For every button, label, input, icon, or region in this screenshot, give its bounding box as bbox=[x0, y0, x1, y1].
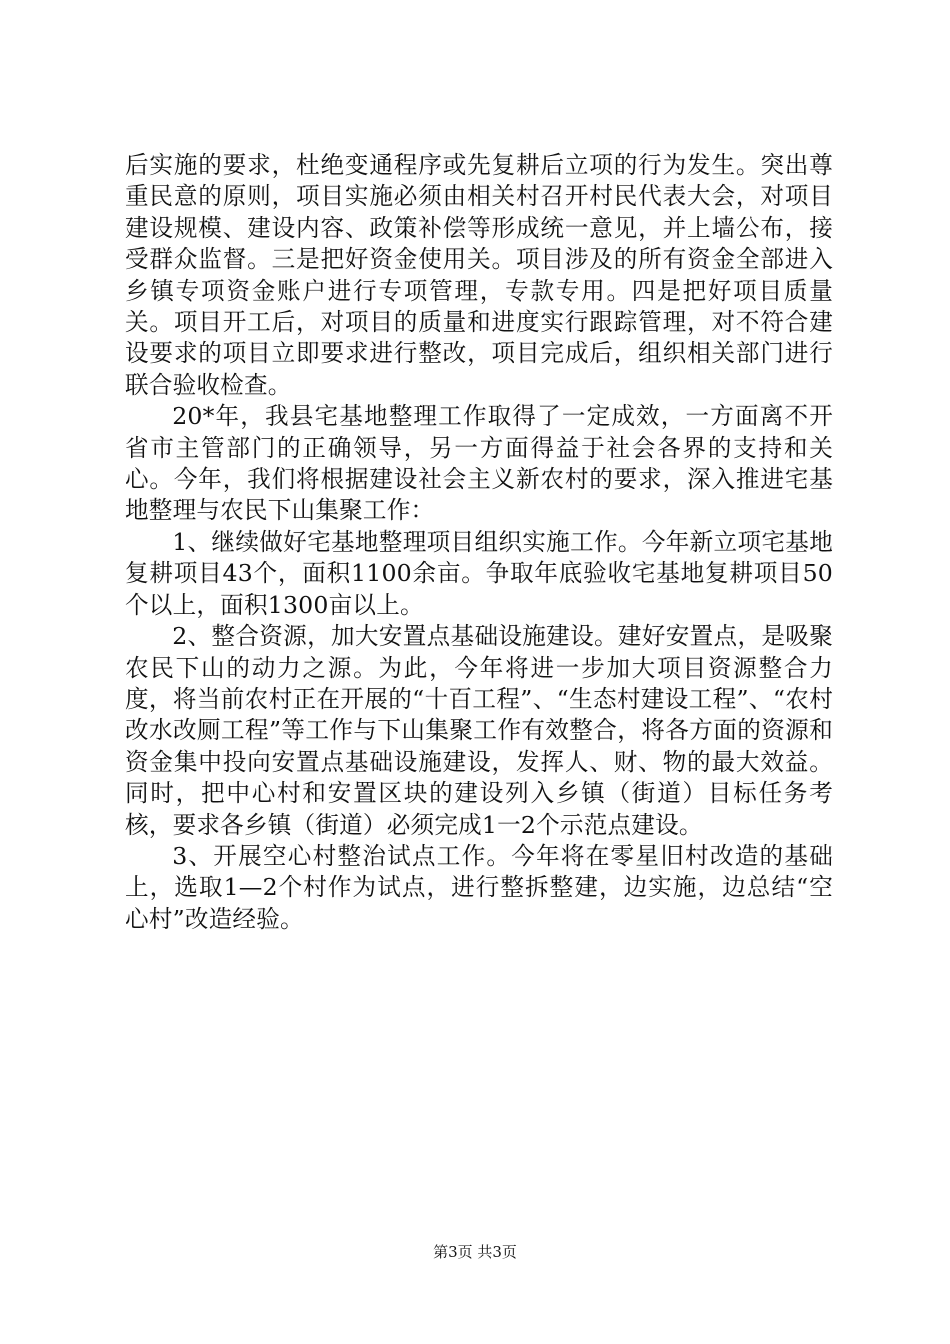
paragraph-3: 1、继续做好宅基地整理项目组织实施工作。今年新立项宅基地复耕项目43个，面积1100余亩。争取年底验收宅基地复耕项目50个以上，面积1300亩以上。 bbox=[125, 527, 833, 619]
page-footer bbox=[0, 1242, 950, 1262]
paragraph-2: 20*年，我县宅基地整理工作取得了一定成效，一方面离不开省市主管部门的正确领导，另一方面得益于社会各界的支持和关心。今年，我们将根据建设社会主义新农村的要求，深入推进宅基地整理与农民下山集聚工作： bbox=[125, 402, 833, 525]
paragraph-5: 3、开展空心村整治试点工作。今年将在零星旧村改造的基础上，选取1—2个村作为试点，进行整拆整建，边实施，边总结“空心村”改造经验。 bbox=[125, 841, 833, 933]
paragraph-1: 后实施的要求，杜绝变通程序或先复耕后立项的行为发生。突出尊重民意的原则，项目实施必须由相关村召开村民代表大会，对项目建设规模、建设内容、政策补偿等形成统一意见，并上墙公布，接受群众监督。三是把好资金使用关。项目涉及的所有资金全部进入乡镇专项资金账户进行专项管理，专款专用。四是把好项目质量关。项目开工后，对项目的质量和进度实行跟踪管理，对不符合建设要求的项目立即要求进行整改，项目完成后，组织相关部门进行联合验收检查。 bbox=[125, 151, 833, 399]
paragraph-4: 2、整合资源，加大安置点基础设施建设。建好安置点，是吸聚农民下山的动力之源。为此，今年将进一步加大项目资源整合力度，将当前农村正在开展的“十百工程”、“生态村建设工程”、“农村改水改厕工程”等工作与下山集聚工作有效整合，将各方面的资源和资金集中投向安置点基础设施建设，发挥人、财、物的最大效益。同时，把中心村和安置区块的建设列入乡镇（街道）目标任务考核，要求各乡镇（街道）必须完成1一2个示范点建设。 bbox=[125, 622, 833, 839]
page-number: 第3页 共3页 bbox=[433, 1243, 517, 1261]
document-body bbox=[125, 150, 833, 935]
